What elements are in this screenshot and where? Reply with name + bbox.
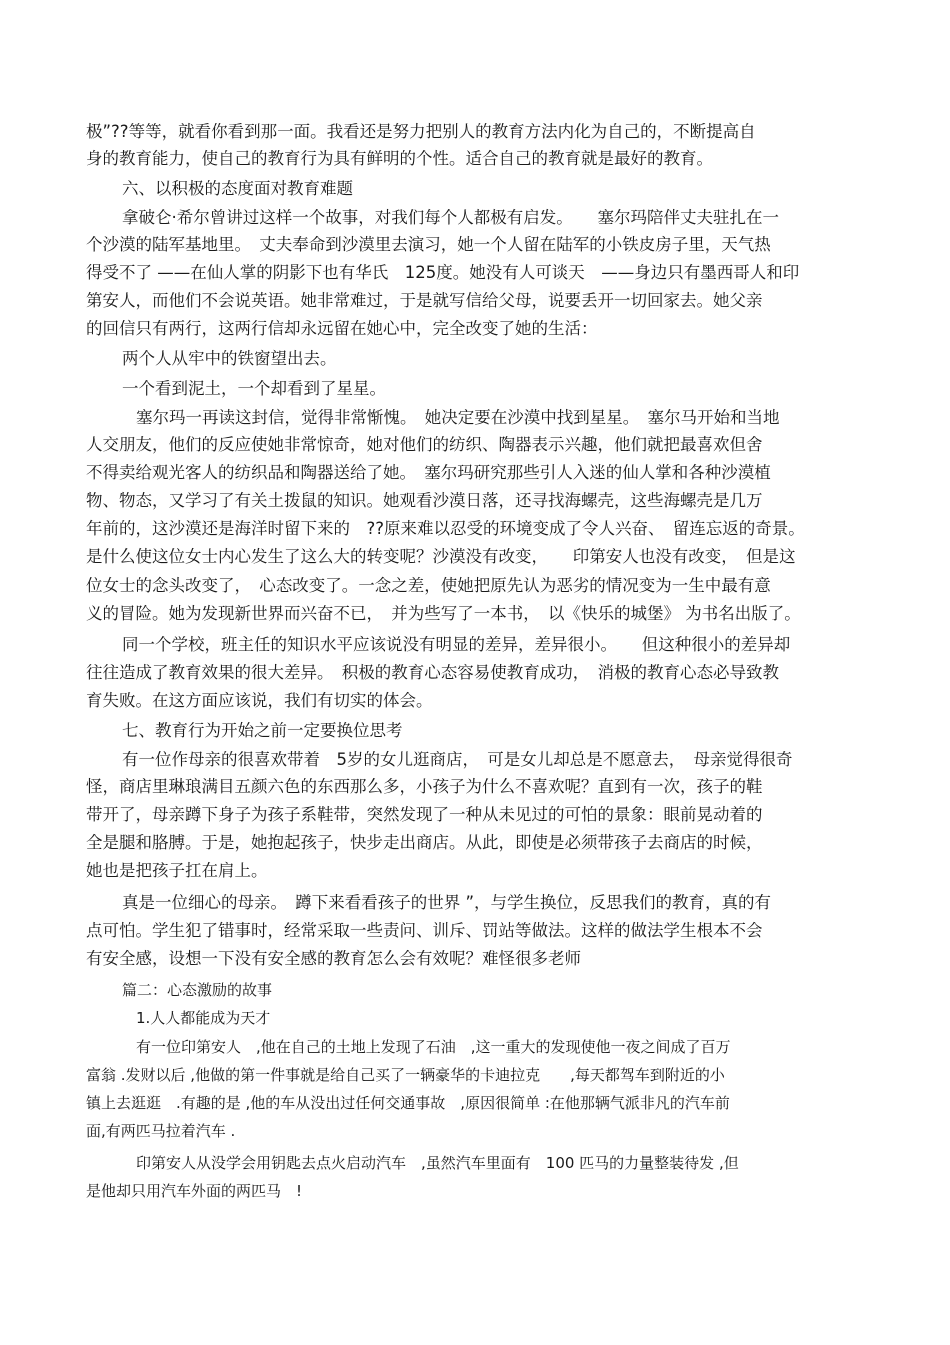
text-line: 她也是把孩子扛在肩上。 (86, 861, 268, 880)
text-line: 同一个学校，班主任的知识水平应该说没有明显的差异，差异很小。 但这种很小的差异却 (122, 635, 791, 654)
text-line: 义的冒险。她为发现新世界而兴奋不已， 并为些写了一本书， 以《快乐的城堡》 为书名出版了。 (86, 604, 801, 623)
text-line: 是他却只用汽车外面的两匹马 ! (86, 1182, 303, 1200)
text-line: 物、物态，又学习了有关土拨鼠的知识。她观看沙漠日落，还寻找海螺壳，这些海螺壳是几万 (86, 491, 763, 510)
text-line: 不得卖给观光客人的纺织品和陶器送给了她。 塞尔玛研究那些引人入迷的仙人掌和各种沙漠植 (86, 463, 771, 482)
text-line: 镇上去逛逛 .有趣的是 ,他的车从没出过任何交通事故 ,原因很简单 :在他那辆气派非凡的汽车前 (86, 1094, 730, 1112)
text-line: 极”??等等，就看你看到那一面。我看还是努力把别人的教育方法内化为自己的，不断提高自 (86, 122, 756, 141)
section-heading: 七、教育行为开始之前一定要换位思考 (122, 721, 403, 740)
text-line: 全是腿和胳膊。于是，她抱起孩子，快步走出商店。从此，即使是必须带孩子去商店的时候， (86, 833, 763, 852)
article-heading: 篇二：心态激励的故事 (122, 981, 273, 999)
text-line: 有一位印第安人 ,他在自己的土地上发现了石油 ,这一重大的发现使他一夜之间成了百万 (136, 1038, 731, 1056)
text-line: 有安全感，设想一下没有安全感的教育怎么会有效呢？难怪很多老师 (86, 949, 581, 968)
text-line: 一个看到泥土，一个却看到了星星。 (122, 379, 386, 398)
text-line: 是什么使这位女士内心发生了这么大的转变呢？沙漠没有改变， 印第安人也没有改变， 但是这 (86, 547, 796, 566)
text-line: 两个人从牢中的铁窗望出去。 (122, 349, 337, 368)
text-line: 身的教育能力，使自己的教育行为具有鲜明的个性。适合自己的教育就是最好的教育。 (86, 149, 713, 168)
text-line: 个沙漠的陆军基地里。 丈夫奉命到沙漠里去演习，她一个人留在陆军的小铁皮房子里，天气热 (86, 235, 771, 254)
text-line: 印第安人从没学会用钥匙去点火启动汽车 ,虽然汽车里面有 100 匹马的力量整装待发 ,但 (136, 1154, 739, 1172)
text-line: 人交朋友，他们的反应使她非常惊奇，她对他们的纺织、陶器表示兴趣，他们就把最喜欢但舍 (86, 435, 763, 454)
text-line: 有一位作母亲的很喜欢带着 5岁的女儿逛商店， 可是女儿却总是不愿意去， 母亲觉得很奇 (122, 750, 793, 769)
text-line: 带开了，母亲蹲下身子为孩子系鞋带，突然发现了一种从未见过的可怕的景象：眼前晃动着的 (86, 805, 763, 824)
text-line: 得受不了 ——在仙人掌的阴影下也有华氏 125度。她没有人可谈天 ——身边只有墨西哥人和印 (86, 263, 800, 282)
text-line: 第安人，而他们不会说英语。她非常难过，于是就写信给父母，说要丢开一切回家去。她父亲 (86, 291, 763, 310)
text-line: 点可怕。学生犯了错事时，经常采取一些责问、训斥、罚站等做法。这样的做法学生根本不会 (86, 921, 763, 940)
text-line: 年前的，这沙漠还是海洋时留下来的 ??原来难以忍受的环境变成了令人兴奋、 留连忘返的奇景。 (86, 519, 805, 538)
section-heading: 六、以积极的态度面对教育难题 (122, 179, 353, 198)
text-line: 拿破仑·希尔曾讲过这样一个故事，对我们每个人都极有启发。 塞尔玛陪伴丈夫驻扎在一 (122, 208, 779, 227)
story-heading: 1.人人都能成为天才 (136, 1009, 271, 1027)
text-line: 富翁 .发财以后 ,他做的第一件事就是给自己买了一辆豪华的卡迪拉克 ,每天都驾车到附近的小 (86, 1066, 725, 1084)
text-line: 真是一位细心的母亲。 蹲下来看看孩子的世界 ”，与学生换位，反思我们的教育，真的有 (122, 893, 772, 912)
text-line: 怪，商店里琳琅满目五颜六色的东西那么多，小孩子为什么不喜欢呢？直到有一次，孩子的鞋 (86, 777, 763, 796)
text-line: 面,有两匹马拉着汽车 . (86, 1122, 236, 1140)
text-line: 往往造成了教育效果的很大差异。 积极的教育心态容易使教育成功， 消极的教育心态必导致教 (86, 663, 779, 682)
text-line: 塞尔玛一再读这封信，觉得非常惭愧。 她决定要在沙漠中找到星星。 塞尔马开始和当地 (136, 408, 780, 427)
text-line: 育失败。在这方面应该说，我们有切实的体会。 (86, 691, 433, 710)
text-line: 的回信只有两行，这两行信却永远留在她心中，完全改变了她的生活： (86, 319, 598, 338)
text-line: 位女士的念头改变了， 心态改变了。一念之差，使她把原先认为恶劣的情况变为一生中最有意 (86, 576, 771, 595)
